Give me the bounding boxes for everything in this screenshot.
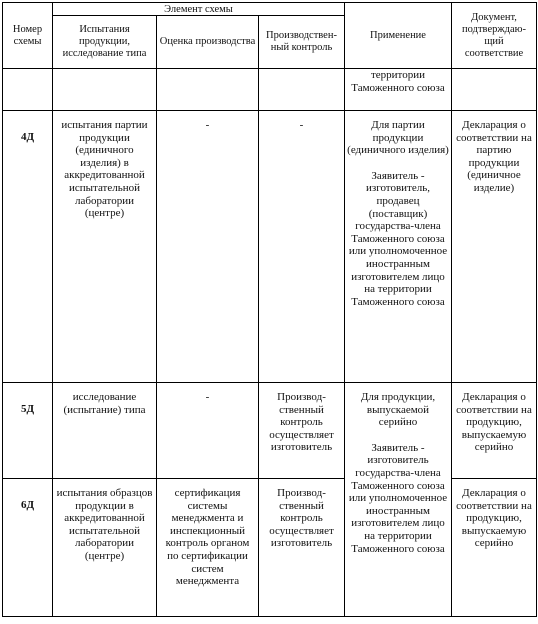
cell-empty <box>3 69 53 111</box>
table-row <box>3 111 537 383</box>
cell-application-continued: территории Таможенного союза <box>345 69 452 111</box>
cell-scheme-number: 5Д <box>3 383 53 479</box>
table-row <box>3 383 537 479</box>
cell-production-control: - <box>259 111 345 383</box>
table-row-continued <box>3 69 537 111</box>
cell-testing: испытания партии продукции (единичного изделия) в аккредитованной испытательной лаборатории (центре) <box>53 111 157 383</box>
cell-scheme-number: 4Д <box>3 111 53 383</box>
cell-document: Декларация о соответствии на продукцию, выпускаемую серийно <box>452 479 537 617</box>
cell-assessment: - <box>157 111 259 383</box>
cell-application <box>345 111 452 383</box>
header-application: Применение <box>345 3 452 69</box>
schemes-table <box>2 2 537 617</box>
cell-empty <box>53 69 157 111</box>
cell-empty <box>452 69 537 111</box>
application-applicant: Заявитель - изготовитель государства-члена Таможенного союза или уполномоченное иностранным изготовителем лицо на территории Таможенного союза <box>348 441 448 555</box>
cell-assessment: - <box>157 383 259 479</box>
cell-production-control: Производ-ственный контроль осуществляет изготовитель <box>259 383 345 479</box>
application-applicant: Заявитель - изготовитель, продавец (поставщик) государства-члена Таможенного союза или уполномоченное иностранным изготовителем лицо на территории Таможенного союза <box>348 169 448 308</box>
header-scheme-number: Номер схемы <box>3 3 53 69</box>
cell-production-control: Производ-ственный контроль осуществляет изготовитель <box>259 479 345 617</box>
cell-application <box>345 383 452 617</box>
header-testing: Испытания продукции, исследование типа <box>53 16 157 69</box>
cell-document: Декларация о соответствии на продукцию, выпускаемую серийно <box>452 383 537 479</box>
application-scope: Для продукции, выпускаемой серийно <box>360 391 436 429</box>
header-scheme-element: Элемент схемы <box>53 3 345 16</box>
cell-testing: испытания образцов продукции в аккредитованной испытательной лаборатории (центре) <box>53 479 157 617</box>
table-row <box>3 479 537 617</box>
application-scope: Для партии продукции (единичного изделия) <box>347 119 449 157</box>
cell-empty <box>157 69 259 111</box>
header-production-control: Производствен-ный контроль <box>259 16 345 69</box>
header-assessment: Оценка производства <box>157 16 259 69</box>
header-document: Документ, подтверждаю-щий соответствие <box>452 3 537 69</box>
cell-testing: исследование (испытание) типа <box>53 383 157 479</box>
cell-empty <box>259 69 345 111</box>
cell-scheme-number: 6Д <box>3 479 53 617</box>
cell-document: Декларация о соответствии на партию продукции (единичное изделие) <box>452 111 537 383</box>
cell-assessment: сертификация системы менеджмента и инспекционный контроль органом по сертификации систем менеджмента <box>157 479 259 617</box>
